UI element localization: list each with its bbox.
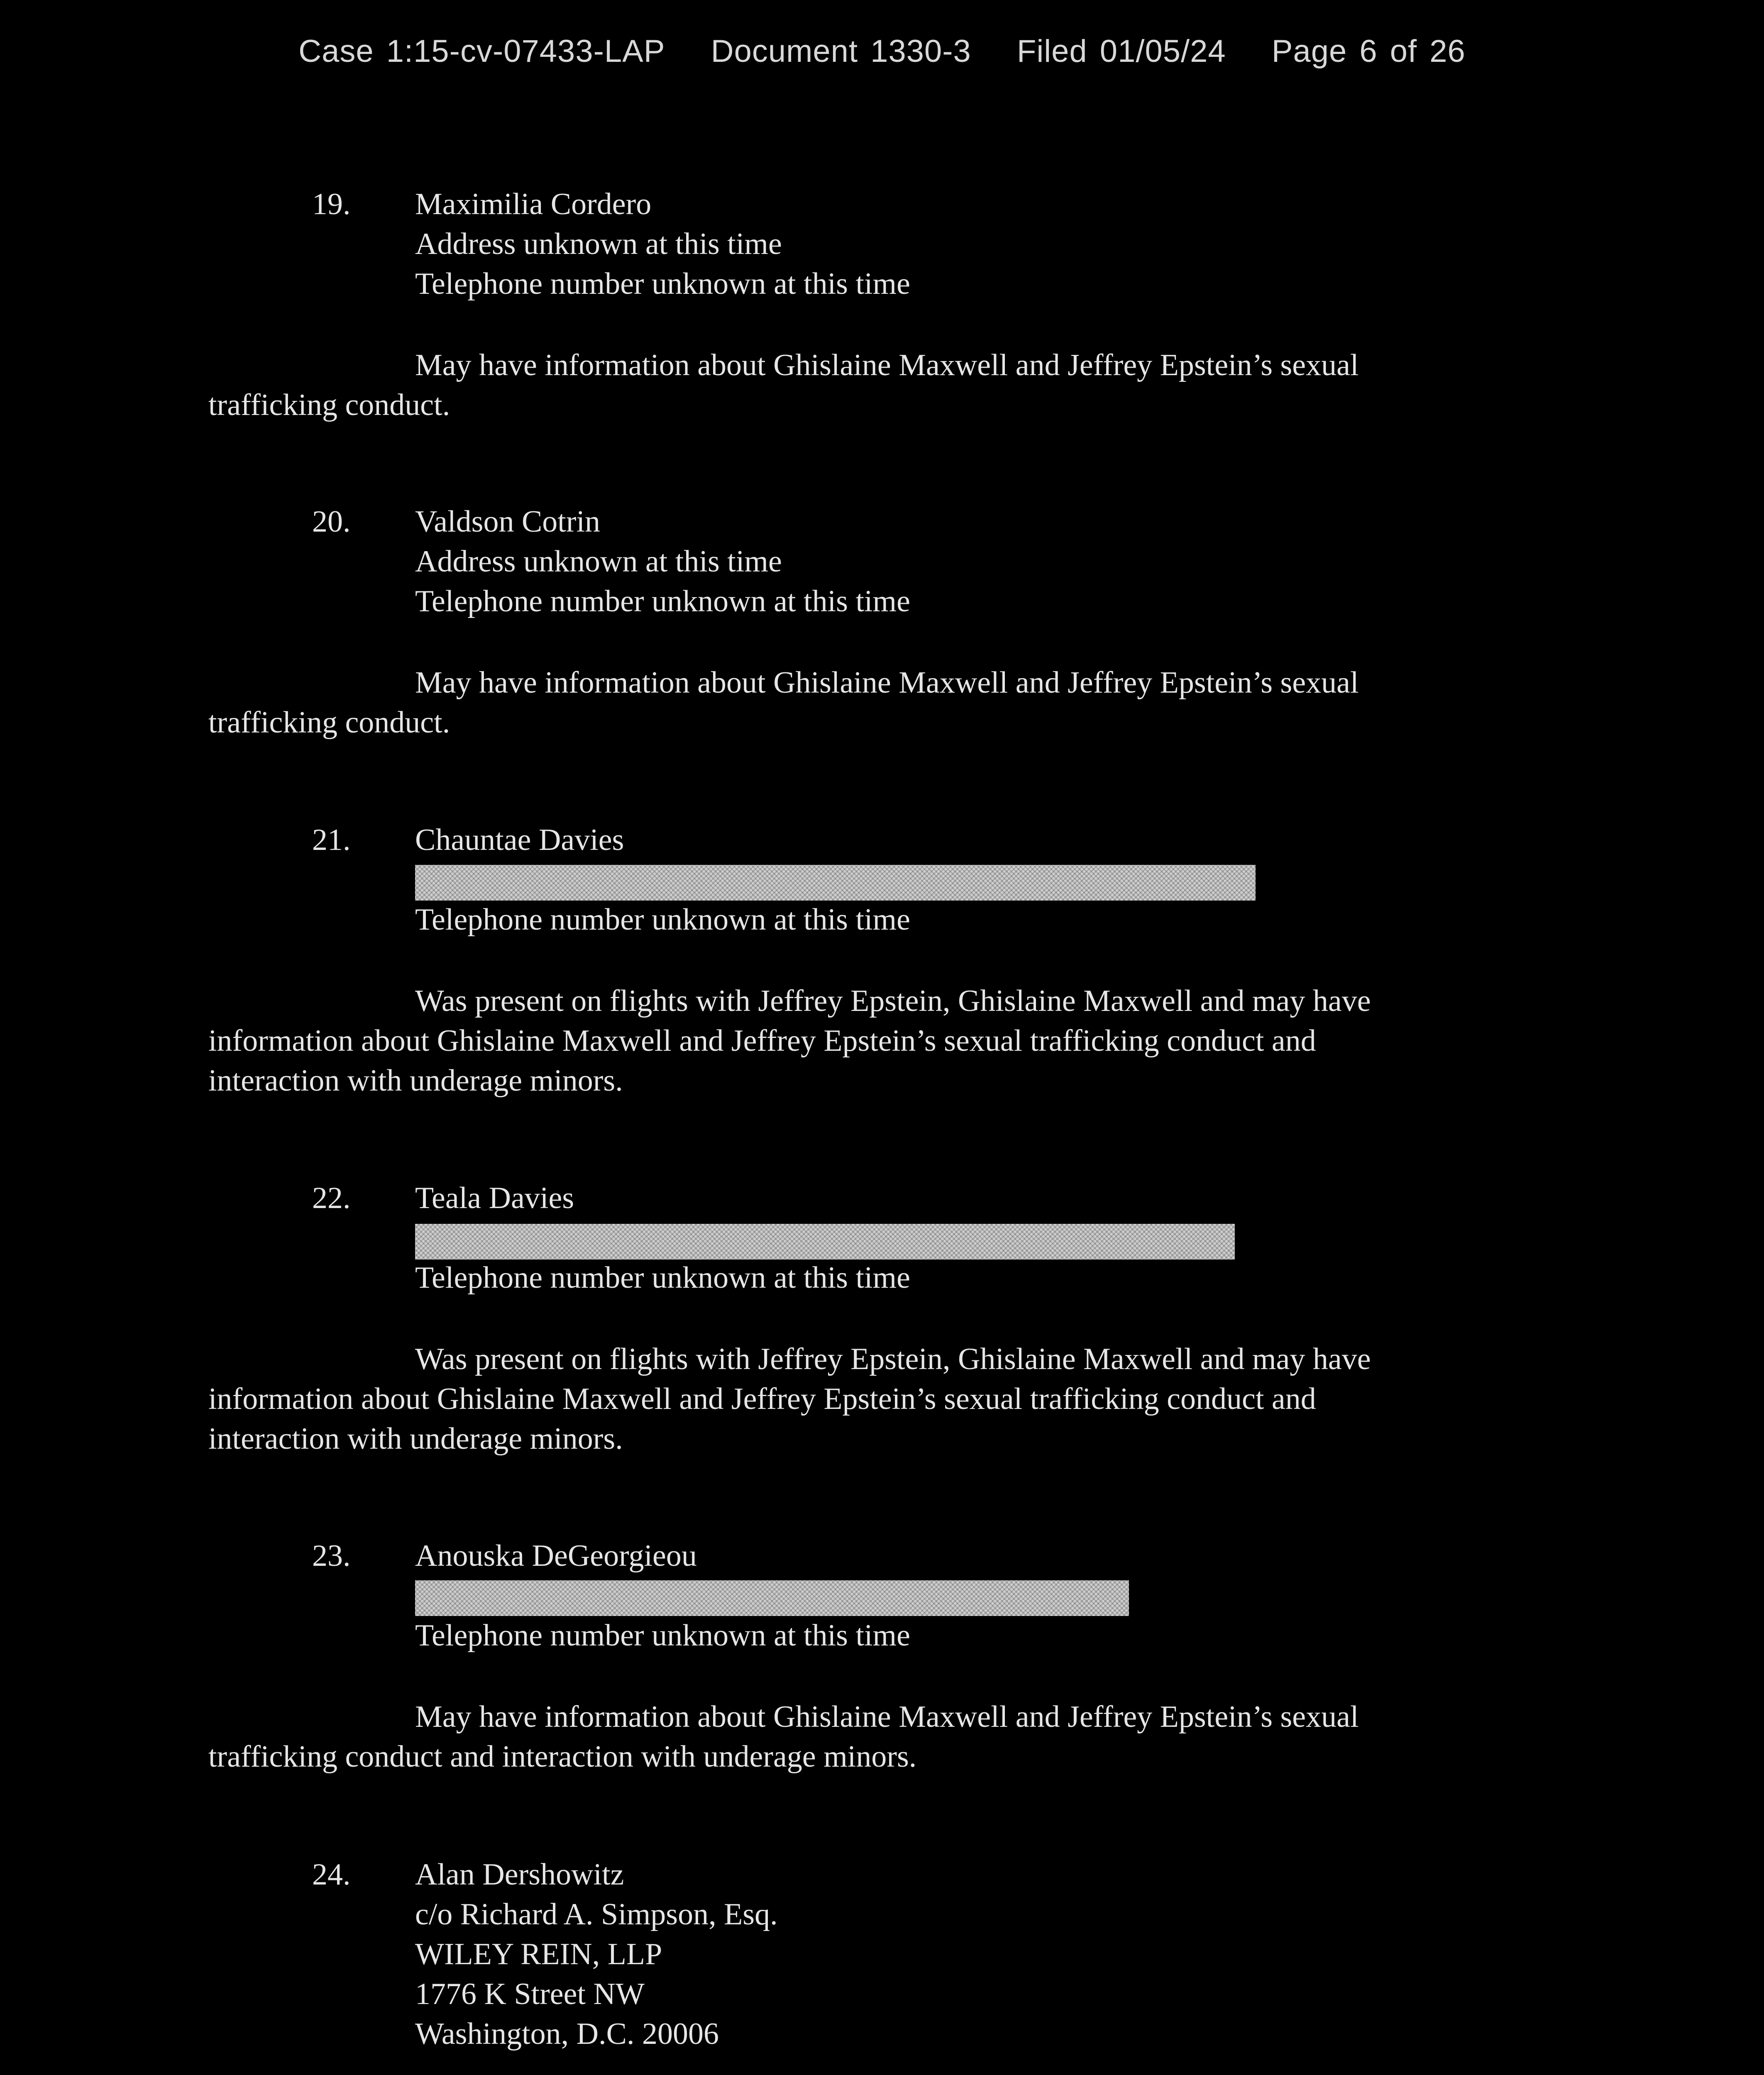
description-line: trafficking conduct.: [208, 706, 450, 740]
case-header: [0, 33, 1764, 69]
witness-description: [208, 1339, 1516, 1459]
witness-description: [208, 663, 1516, 742]
description-line: interaction with underage minors.: [208, 1064, 623, 1098]
description-line: May have information about Ghislaine Maxwell and Jeffrey Epstein’s sexual: [415, 1700, 1359, 1734]
filed-date: Filed 01/05/24: [1016, 34, 1226, 69]
entry-number: 20.: [312, 505, 351, 539]
witness-name: Anouska DeGeorgieou: [415, 1539, 697, 1573]
witness-phone: Telephone number unknown at this time: [415, 1261, 910, 1295]
address-line: WILEY REIN, LLP: [415, 1937, 662, 1971]
description-line: Was present on flights with Jeffrey Epstein, Ghislaine Maxwell and may have: [415, 984, 1371, 1018]
page-indicator: Page 6 of 26: [1271, 34, 1466, 69]
witness-address: Address unknown at this time: [415, 227, 782, 261]
witness-phone: Telephone number unknown at this time: [415, 1618, 910, 1653]
address-line: c/o Richard A. Simpson, Esq.: [415, 1897, 778, 1931]
address-line: Washington, D.C. 20006: [415, 2017, 719, 2051]
witness-name: Alan Dershowitz: [415, 1858, 624, 1892]
case-number: Case 1:15-cv-07433-LAP: [298, 34, 665, 69]
description-line: trafficking conduct.: [208, 388, 450, 422]
witness-phone: Telephone number unknown at this time: [415, 903, 910, 937]
entry-number: 19.: [312, 187, 351, 221]
witness-address: Address unknown at this time: [415, 544, 782, 579]
address-line: 1776 K Street NW: [415, 1977, 645, 2011]
witness-name: Maximilia Cordero: [415, 187, 652, 221]
entry-number: 23.: [312, 1539, 351, 1573]
description-line: trafficking conduct and interaction with underage minors.: [208, 1740, 917, 1774]
witness-phone: Telephone number unknown at this time: [415, 584, 910, 618]
redacted-address-block: [415, 1224, 1235, 1260]
entry-number: 21.: [312, 823, 351, 857]
witness-description: [208, 345, 1516, 425]
description-line: May have information about Ghislaine Maxwell and Jeffrey Epstein’s sexual: [415, 348, 1359, 382]
witness-description: [208, 981, 1516, 1101]
description-line: information about Ghislaine Maxwell and Jeffrey Epstein’s sexual trafficking conduct and: [208, 1382, 1316, 1416]
witness-name: Valdson Cotrin: [415, 505, 601, 539]
description-line: interaction with underage minors.: [208, 1422, 623, 1456]
entry-number: 24.: [312, 1858, 351, 1892]
document-number: Document 1330-3: [711, 34, 971, 69]
witness-name: Teala Davies: [415, 1181, 574, 1215]
witness-description: [208, 1697, 1516, 1777]
entry-number: 22.: [312, 1181, 351, 1215]
witness-name: Chauntae Davies: [415, 823, 624, 857]
redacted-address-block: [415, 865, 1256, 901]
witness-phone: Telephone number unknown at this time: [415, 267, 910, 301]
redacted-address-block: [415, 1580, 1129, 1616]
description-line: information about Ghislaine Maxwell and Jeffrey Epstein’s sexual trafficking conduct and: [208, 1024, 1316, 1058]
description-line: May have information about Ghislaine Maxwell and Jeffrey Epstein’s sexual: [415, 666, 1359, 700]
description-line: Was present on flights with Jeffrey Epstein, Ghislaine Maxwell and may have: [415, 1342, 1371, 1376]
